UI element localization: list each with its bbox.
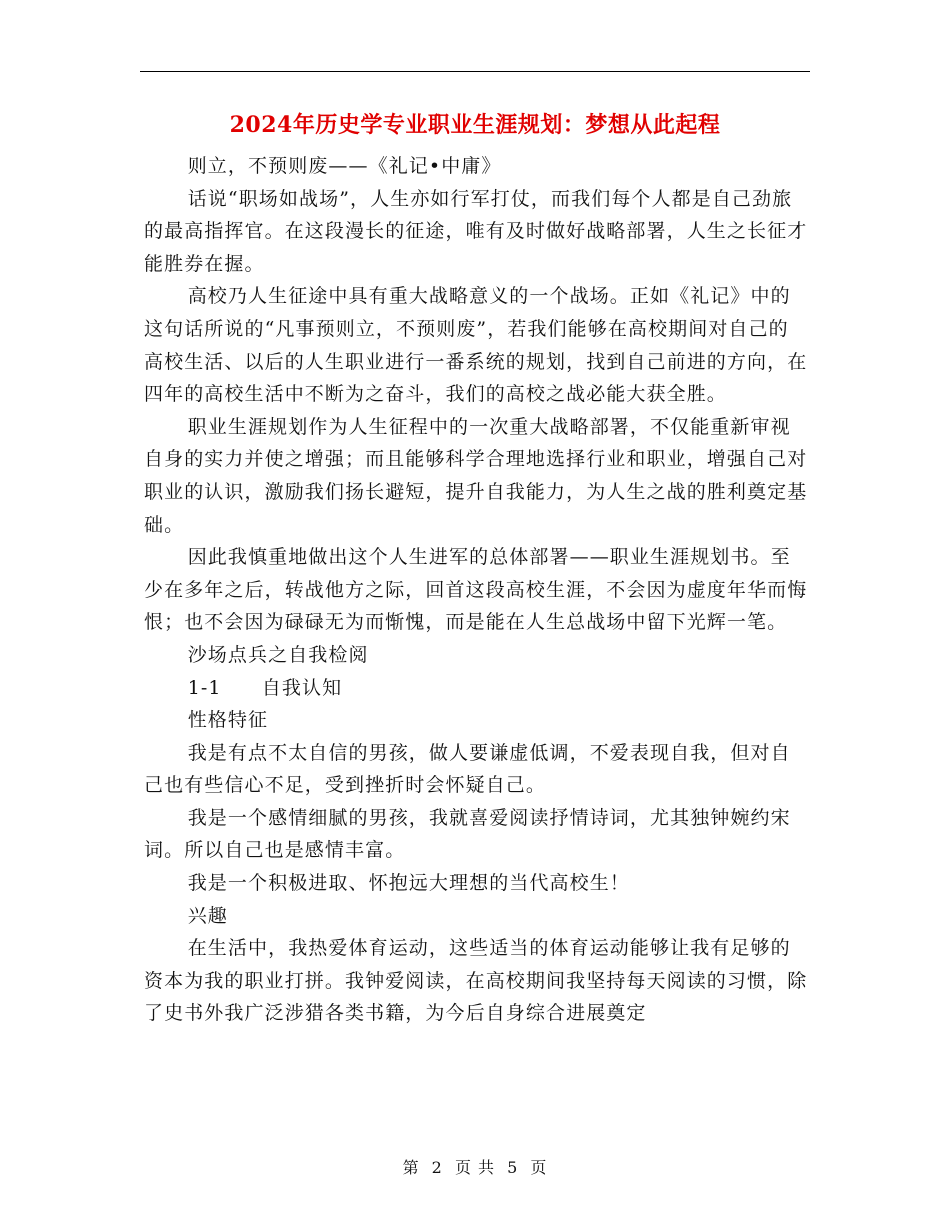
paragraph-deployment: 因此我慎重地做出这个人生进军的总体部署——职业生涯规划书。至少在多年之后，转战他方之际，回首这段高校生涯，不会因为虚度年华而悔恨；也不会因为碌碌无为而惭愧，而是能在人生总战场中留下光辉一笔。 <box>144 546 808 634</box>
paragraph-intro: 话说“职场如战场”，人生亦如行军打仗，而我们每个人都是自己劲旅的最高指挥官。在这段漫长的征途，唯有及时做好战略部署，人生之长征才能胜券在握。 <box>144 187 808 275</box>
footer-current-page: 2 <box>431 1158 443 1177</box>
subheading-personality: 性格特征 <box>187 709 269 732</box>
paragraph-interests: 在生活中，我热爱体育运动，这些适当的体育运动能够让我有足够的资本为我的职业打拼。我钟爱阅读，在高校期间我坚持每天阅读的习惯，除了史书外我广泛涉猎各类书籍，为今后自身综合进展奠定 <box>144 937 808 1025</box>
subsection-heading-self-awareness: 1-1 自我认知 <box>187 676 343 699</box>
subheading-interests: 兴趣 <box>187 904 228 927</box>
footer-suffix: 页 <box>530 1158 548 1177</box>
paragraph-epigraph: 则立，不预则废——《礼记•中庸》 <box>187 155 502 177</box>
document-body <box>144 150 808 1030</box>
footer-middle: 页 共 <box>454 1158 496 1177</box>
footer-total-pages: 5 <box>507 1158 519 1177</box>
paragraph-personality-2: 我是一个感情细腻的男孩，我就喜爱阅读抒情诗词，尤其独钟婉约宋词。所以自己也是感情丰富。 <box>144 806 791 862</box>
paragraph-college-battlefield: 高校乃人生征途中具有重大战略意义的一个战场。正如《礼记》中的这句话所说的“凡事预则立，不预则废”，若我们能够在高校期间对自己的高校生活、以后的人生职业进行一番系统的规划，找到自己前进的方向，在四年的高校生活中不断为之奋斗，我们的高校之战必能大获全胜。 <box>144 285 808 406</box>
header-rule <box>140 71 810 72</box>
section-heading-self-review: 沙场点兵之自我检阅 <box>187 643 369 666</box>
footer-prefix: 第 <box>402 1158 420 1177</box>
document-title: 2024年历史学专业职业生涯规划：梦想从此起程 <box>229 112 721 138</box>
paragraph-personality-1: 我是有点不太自信的男孩，做人要谦虚低调，不爱表现自我，但对自己也有些信心不足，受到挫折时会怀疑自己。 <box>144 741 791 797</box>
page-footer <box>0 1155 950 1178</box>
paragraph-career-planning: 职业生涯规划作为人生征程中的一次重大战略部署，不仅能重新审视自身的实力并使之增强；而且能够科学合理地选择行业和职业，增强自己对职业的认识，激励我们扬长避短，提升自我能力，为人生之战的胜利奠定基础。 <box>144 415 808 536</box>
paragraph-personality-3: 我是一个积极进取、怀抱远大理想的当代高校生！ <box>187 872 630 895</box>
